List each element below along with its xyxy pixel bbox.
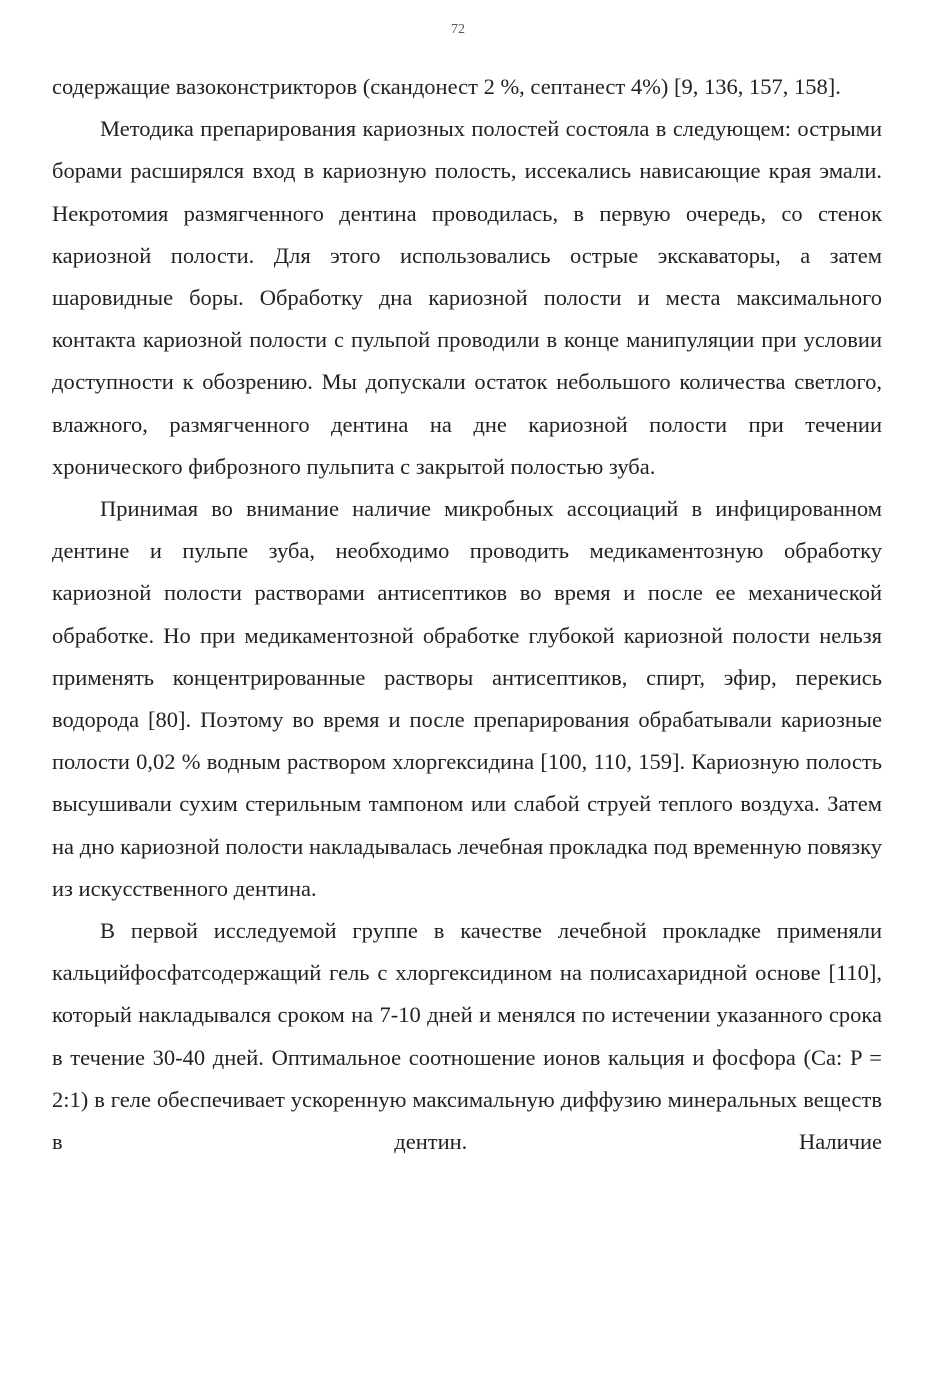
page-number: 72 <box>451 22 465 37</box>
paragraph-first-group: В первой исследуемой группе в качестве лечебной прокладке применяли кальцийфосфатсодержащий гель с хлоргексидином на полисахаридной основе [110], который накладывался сроком на 7-10 дней и менялся по истечении указанного срока в течение 30-40 дней. Оптимальное соотношение ионов кальция и фосфора (Ca: P = 2:1) в геле обеспечивает ускоренную максимальную диффузию минеральных веществ в дентин. Наличие <box>52 918 882 1155</box>
document-body <box>52 66 882 1163</box>
paragraph-caries-preparation: Методика препарирования кариозных полостей состояла в следующем: острыми борами расширялся вход в кариозную полость, иссекались нависающие края эмали. Некротомия размягченного дентина проводилась, в первую очередь, со стенок кариозной полости. Для этого использовались острые экскаваторы, а затем шаровидные боры. Обработку дна кариозной полости и места максимального контакта кариозной полости с пульпой проводили в конце манипуляции при условии доступности к обозрению. Мы допускали остаток небольшого количества светлого, влажного, размягченного дентина на дне кариозной полости при течении хронического фиброзного пульпита с закрытой полостью зуба. <box>52 116 882 479</box>
paragraph-continuation: содержащие вазоконстрикторов (скандонест 2 %, септанест 4%) [9, 136, 157, 158]. <box>52 74 841 99</box>
paragraph-antiseptic-treatment: Принимая во внимание наличие микробных ассоциаций в инфицированном дентине и пульпе зуба, необходимо проводить медикаментозную обработку кариозной полости растворами антисептиков во время и после ее механической обработке. Но при медикаментозной обработке глубокой кариозной полости нельзя применять концентрированные растворы антисептиков, спирт, эфир, перекись водорода [80]. Поэтому во время и после препарирования обрабатывали кариозные полости 0,02 % водным раствором хлоргексидина [100, 110, 159]. Кариозную полость высушивали сухим стерильным тампоном или слабой струей теплого воздуха. Затем на дно кариозной полости накладывалась лечебная прокладка под временную повязку из искусственного дентина. <box>52 496 882 901</box>
